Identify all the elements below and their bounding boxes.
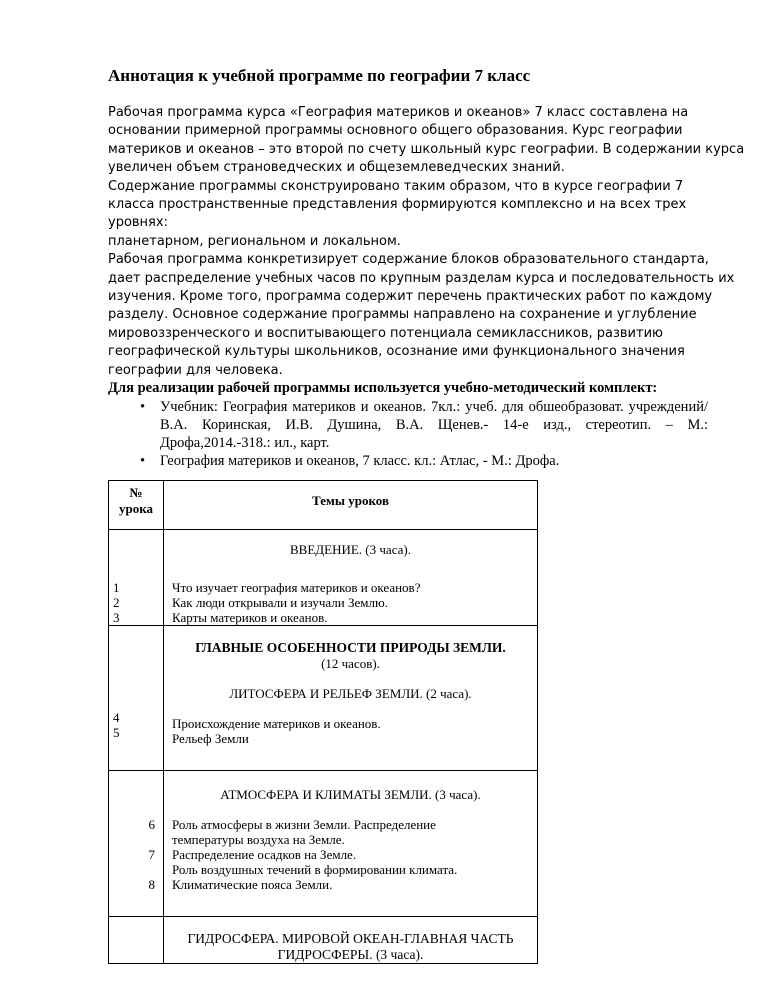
section-title: ВВЕДЕНИЕ. (3 часа). [290, 542, 411, 557]
intro-line: разделу. Основное содержание программы направлено на сохранение и углубление [108, 307, 697, 323]
table-header-row [109, 481, 538, 530]
subsection-title: ЛИТОСФЕРА И РЕЛЬЕФ ЗЕМЛИ. (2 часа). [229, 686, 472, 701]
intro-paragraph [108, 104, 745, 380]
kit-item-text: Учебник: География материков и океанов. 7кл.: учеб. для обшеобразоват. учреждений/В.А. Коринская, И.В. Душина, В.А. Щенев.- 14-е изд., стереотип. – М.: Дрофа,2014.-318.: ил., карт. [160, 399, 708, 451]
subsection-title: ГИДРОСФЕРА. МИРОВОЙ ОКЕАН-ГЛАВНАЯ ЧАСТЬ ГИДРОСФЕРЫ. (3 часа). [187, 931, 514, 962]
lessons-table [108, 480, 538, 964]
header-lesson-number: № урока [109, 481, 164, 530]
intro-line: географической культуры школьников, осознание ими функционального значения [108, 344, 685, 360]
intro-line: Рабочая программа конкретизирует содержание блоков образовательного стандарта, [108, 252, 709, 268]
bullet-icon: • [140, 453, 146, 469]
intro-line: уровнях: [108, 215, 168, 231]
intro-line: Содержание программы сконструировано таким образом, что в курсе географии 7 [108, 178, 684, 194]
kit-list-item [108, 398, 708, 452]
kit-list-item [108, 452, 708, 470]
table-row-intro [109, 530, 538, 626]
table-row-main [109, 626, 538, 771]
section-title: ГЛАВНЫЕ ОСОБЕННОСТИ ПРИРОДЫ ЗЕМЛИ. [195, 640, 506, 655]
lesson-topics: Роль атмосферы в жизни Земли. Распределение температуры воздуха на Земле. Распределение осадков на Земле. Роль воздушных течений в формировании климата. Климатические пояса Земли. [172, 817, 458, 892]
kit-item-text: География материков и океанов, 7 класс. кл.: Атлас, - М.: Дрофа. [160, 453, 560, 469]
intro-line: изучения. Кроме того, программа содержит перечень практических работ по каждому [108, 289, 713, 305]
intro-line: увеличен объем страноведческих и общеземлеведческих знаний. [108, 160, 565, 176]
bullet-icon: • [140, 399, 146, 415]
subsection-title: АТМОСФЕРА И КЛИМАТЫ ЗЕМЛИ. (3 часа). [220, 787, 481, 802]
table-row-atmosphere [109, 771, 538, 917]
intro-line: класса пространственные представления формируются комплексно и на всех трех [108, 197, 687, 213]
intro-line: материков и океанов – это второй по счету школьный курс географии. В содержании курса [108, 141, 745, 157]
intro-line: Рабочая программа курса «География материков и океанов» 7 класс составлена на [108, 105, 689, 120]
kit-list [108, 398, 708, 470]
lesson-numbers: 4 5 [113, 710, 120, 740]
page-title: Аннотация к учебной программе по географии 7 класс [108, 66, 531, 85]
intro-line: дает распределение учебных часов по крупным разделам курса и последовательность их [108, 270, 735, 286]
lesson-topics: Происхождение материков и океанов. Рельеф Земли [172, 716, 381, 746]
intro-line: планетарном, региональном и локальном. [108, 233, 401, 249]
kit-heading: Для реализации рабочей программы используется учебно-методический комплект: [108, 380, 658, 396]
intro-line: основании примерной программы основного общего образования. Курс географии [108, 123, 683, 139]
lesson-topics: Что изучает география материков и океанов? Как люди открывали и изучали Землю. Карты материков и океанов. [172, 580, 421, 625]
intro-line: мировоззренческого и воспитывающего потенциала семиклассников, развитию [108, 325, 663, 341]
table-row-hydrosphere [109, 917, 538, 964]
header-topics: Темы уроков [164, 481, 538, 530]
lesson-numbers: 6 7 8 [148, 817, 155, 892]
lesson-numbers: 1 2 3 [113, 580, 120, 625]
section-hours: (12 часов). [321, 656, 380, 671]
intro-line: географии для человека. [108, 362, 283, 378]
